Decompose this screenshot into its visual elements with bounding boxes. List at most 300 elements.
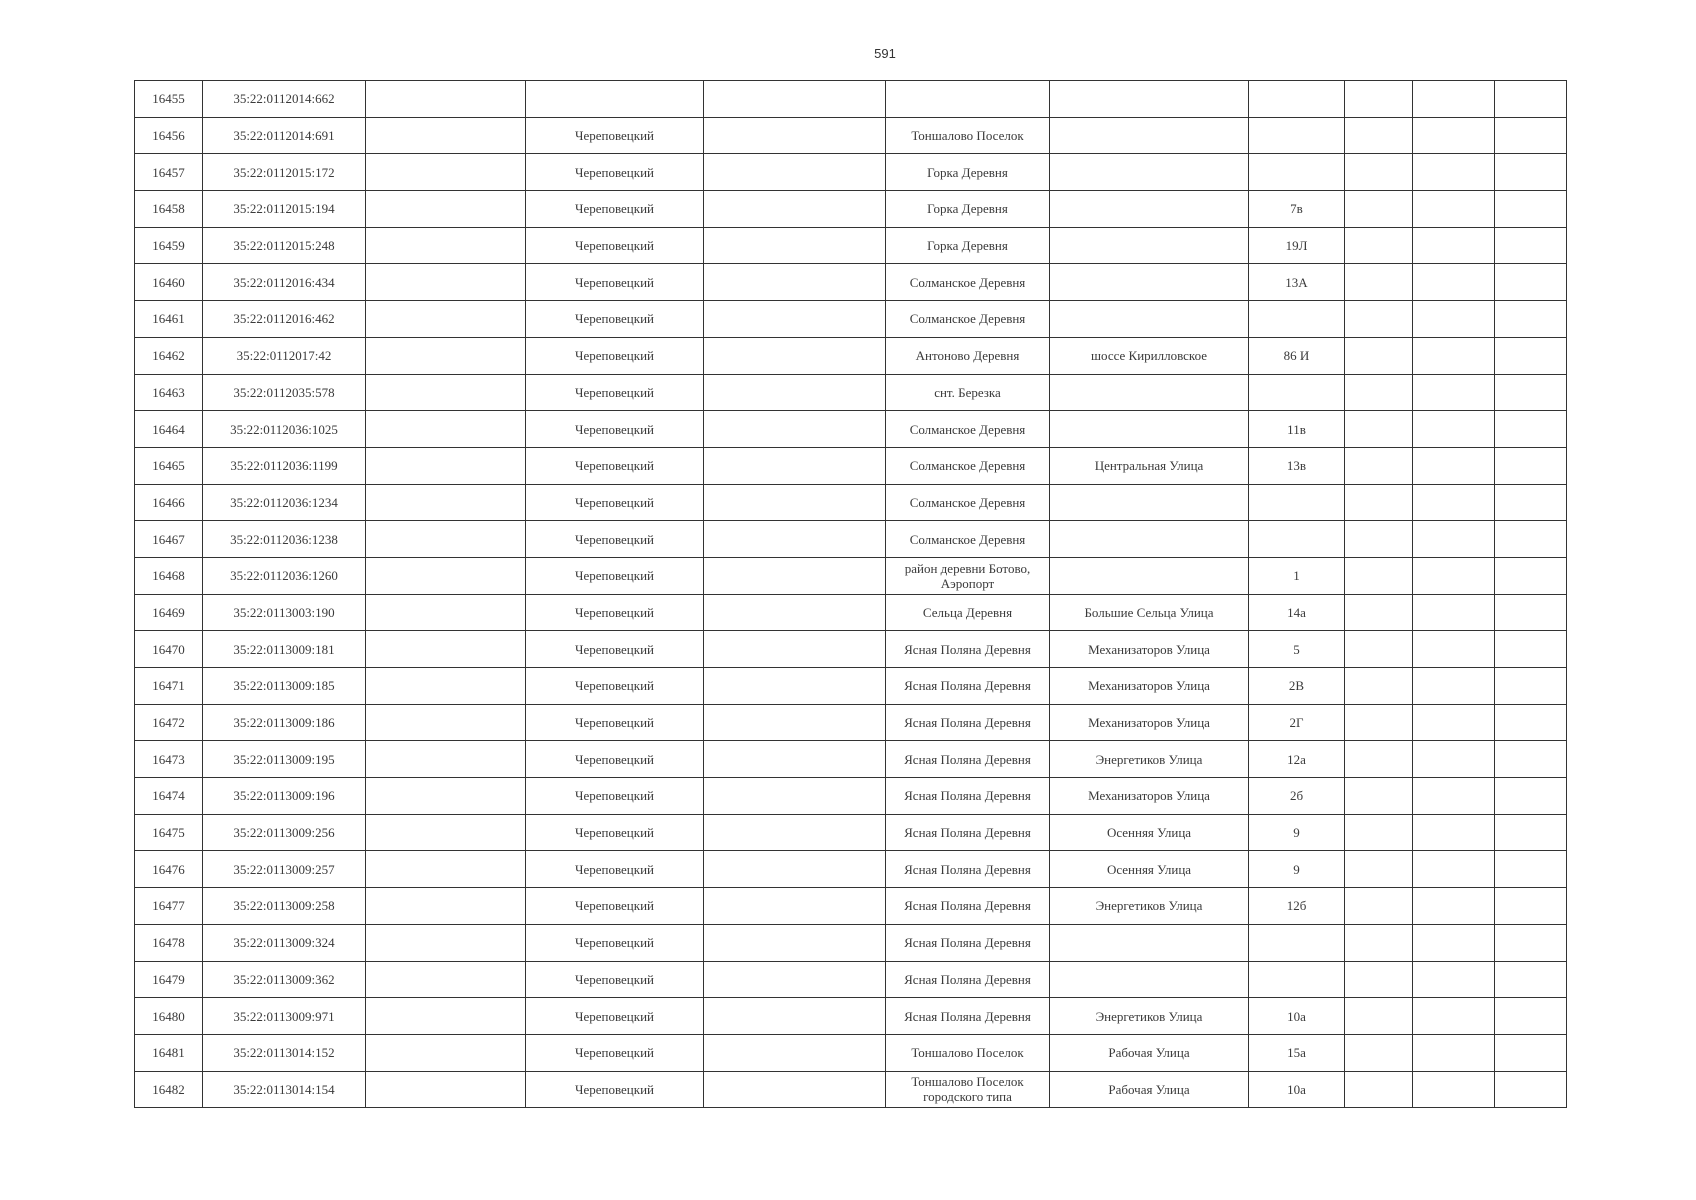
blank-cell	[1413, 337, 1495, 374]
blank-cell	[1345, 81, 1413, 118]
street-cell: шоссе Кирилловское	[1050, 337, 1249, 374]
row-number-cell: 16477	[135, 888, 203, 925]
district-cell: Череповецкий	[526, 851, 704, 888]
blank-cell	[1495, 521, 1567, 558]
blank-cell	[366, 1071, 526, 1108]
blank-cell	[366, 741, 526, 778]
locality-cell: Тоншалово Поселок	[886, 1034, 1050, 1071]
blank-cell	[366, 924, 526, 961]
house-number-cell: 13А	[1249, 264, 1345, 301]
blank-cell	[366, 337, 526, 374]
row-number-cell: 16456	[135, 117, 203, 154]
street-cell: Осенняя Улица	[1050, 851, 1249, 888]
blank-cell	[1413, 741, 1495, 778]
blank-cell	[1345, 998, 1413, 1035]
table-row	[135, 704, 1567, 741]
cadastral-number-cell: 35:22:0113009:195	[203, 741, 366, 778]
district-cell: Череповецкий	[526, 778, 704, 815]
row-number-cell: 16481	[135, 1034, 203, 1071]
blank-cell	[1413, 117, 1495, 154]
blank-cell	[1345, 411, 1413, 448]
blank-cell	[704, 264, 886, 301]
blank-cell	[704, 484, 886, 521]
cadastral-number-cell: 35:22:0112016:462	[203, 301, 366, 338]
blank-cell	[704, 1071, 886, 1108]
table-row	[135, 998, 1567, 1035]
district-cell: Череповецкий	[526, 1034, 704, 1071]
blank-cell	[1413, 374, 1495, 411]
table-row	[135, 447, 1567, 484]
blank-cell	[704, 888, 886, 925]
locality-cell: Ясная Поляна Деревня	[886, 631, 1050, 668]
locality-cell: Ясная Поляна Деревня	[886, 998, 1050, 1035]
cadastral-number-cell: 35:22:0112036:1025	[203, 411, 366, 448]
blank-cell	[1345, 557, 1413, 594]
blank-cell	[1413, 81, 1495, 118]
blank-cell	[1345, 301, 1413, 338]
blank-cell	[1345, 264, 1413, 301]
blank-cell	[1345, 741, 1413, 778]
blank-cell	[366, 154, 526, 191]
blank-cell	[704, 704, 886, 741]
locality-cell: Солманское Деревня	[886, 301, 1050, 338]
blank-cell	[1495, 924, 1567, 961]
table-row	[135, 411, 1567, 448]
locality-cell: Ясная Поляна Деревня	[886, 778, 1050, 815]
blank-cell	[1495, 631, 1567, 668]
row-number-cell: 16471	[135, 668, 203, 705]
street-cell	[1050, 557, 1249, 594]
blank-cell	[704, 411, 886, 448]
district-cell: Череповецкий	[526, 924, 704, 961]
blank-cell	[704, 81, 886, 118]
page-number: 591	[874, 46, 896, 61]
table-row	[135, 778, 1567, 815]
locality-cell: Ясная Поляна Деревня	[886, 704, 1050, 741]
district-cell: Череповецкий	[526, 154, 704, 191]
blank-cell	[1345, 814, 1413, 851]
blank-cell	[1413, 264, 1495, 301]
blank-cell	[1495, 447, 1567, 484]
district-cell: Череповецкий	[526, 484, 704, 521]
street-cell	[1050, 374, 1249, 411]
blank-cell	[1495, 1034, 1567, 1071]
street-cell	[1050, 264, 1249, 301]
blank-cell	[704, 778, 886, 815]
house-number-cell: 14а	[1249, 594, 1345, 631]
cadastral-number-cell: 35:22:0112036:1199	[203, 447, 366, 484]
blank-cell	[1413, 778, 1495, 815]
row-number-cell: 16468	[135, 557, 203, 594]
blank-cell	[1413, 594, 1495, 631]
blank-cell	[1345, 924, 1413, 961]
blank-cell	[1495, 264, 1567, 301]
district-cell: Череповецкий	[526, 227, 704, 264]
locality-cell: Солманское Деревня	[886, 264, 1050, 301]
street-cell	[1050, 961, 1249, 998]
row-number-cell: 16482	[135, 1071, 203, 1108]
cadastral-number-cell: 35:22:0113009:971	[203, 998, 366, 1035]
house-number-cell: 1	[1249, 557, 1345, 594]
blank-cell	[1413, 447, 1495, 484]
registry-table-body	[135, 81, 1567, 1108]
table-row	[135, 924, 1567, 961]
street-cell: Осенняя Улица	[1050, 814, 1249, 851]
locality-cell: Горка Деревня	[886, 227, 1050, 264]
house-number-cell	[1249, 924, 1345, 961]
district-cell: Череповецкий	[526, 888, 704, 925]
table-row	[135, 191, 1567, 228]
street-cell	[1050, 411, 1249, 448]
row-number-cell: 16474	[135, 778, 203, 815]
table-row	[135, 594, 1567, 631]
cadastral-number-cell: 35:22:0112015:194	[203, 191, 366, 228]
blank-cell	[366, 998, 526, 1035]
table-row	[135, 961, 1567, 998]
street-cell	[1050, 81, 1249, 118]
locality-cell: Горка Деревня	[886, 154, 1050, 191]
locality-cell: Горка Деревня	[886, 191, 1050, 228]
row-number-cell: 16473	[135, 741, 203, 778]
district-cell: Череповецкий	[526, 668, 704, 705]
locality-cell: Ясная Поляна Деревня	[886, 961, 1050, 998]
blank-cell	[366, 117, 526, 154]
district-cell: Череповецкий	[526, 374, 704, 411]
blank-cell	[1413, 154, 1495, 191]
blank-cell	[1345, 1071, 1413, 1108]
table-row	[135, 337, 1567, 374]
street-cell: Механизаторов Улица	[1050, 668, 1249, 705]
blank-cell	[704, 337, 886, 374]
cadastral-number-cell: 35:22:0112036:1238	[203, 521, 366, 558]
cadastral-number-cell: 35:22:0112035:578	[203, 374, 366, 411]
street-cell	[1050, 191, 1249, 228]
locality-cell: Ясная Поляна Деревня	[886, 924, 1050, 961]
cadastral-number-cell: 35:22:0112014:662	[203, 81, 366, 118]
house-number-cell	[1249, 81, 1345, 118]
blank-cell	[1495, 961, 1567, 998]
blank-cell	[366, 961, 526, 998]
row-number-cell: 16470	[135, 631, 203, 668]
street-cell	[1050, 484, 1249, 521]
blank-cell	[1413, 961, 1495, 998]
blank-cell	[1413, 1071, 1495, 1108]
blank-cell	[1345, 154, 1413, 191]
blank-cell	[1495, 851, 1567, 888]
blank-cell	[1413, 704, 1495, 741]
blank-cell	[1495, 778, 1567, 815]
street-cell: Центральная Улица	[1050, 447, 1249, 484]
table-row	[135, 154, 1567, 191]
table-row	[135, 81, 1567, 118]
blank-cell	[1495, 741, 1567, 778]
blank-cell	[366, 411, 526, 448]
blank-cell	[366, 301, 526, 338]
table-row	[135, 631, 1567, 668]
blank-cell	[704, 814, 886, 851]
row-number-cell: 16475	[135, 814, 203, 851]
house-number-cell	[1249, 117, 1345, 154]
house-number-cell: 2Г	[1249, 704, 1345, 741]
row-number-cell: 16466	[135, 484, 203, 521]
house-number-cell	[1249, 154, 1345, 191]
blank-cell	[1345, 374, 1413, 411]
house-number-cell: 10а	[1249, 1071, 1345, 1108]
cadastral-number-cell: 35:22:0112016:434	[203, 264, 366, 301]
district-cell: Череповецкий	[526, 961, 704, 998]
blank-cell	[1495, 668, 1567, 705]
blank-cell	[1345, 631, 1413, 668]
street-cell	[1050, 227, 1249, 264]
locality-cell: Солманское Деревня	[886, 521, 1050, 558]
blank-cell	[1413, 888, 1495, 925]
blank-cell	[366, 557, 526, 594]
table-row	[135, 484, 1567, 521]
cadastral-number-cell: 35:22:0113003:190	[203, 594, 366, 631]
blank-cell	[1495, 117, 1567, 154]
district-cell: Череповецкий	[526, 1071, 704, 1108]
blank-cell	[366, 778, 526, 815]
district-cell: Череповецкий	[526, 337, 704, 374]
district-cell: Череповецкий	[526, 191, 704, 228]
district-cell: Череповецкий	[526, 998, 704, 1035]
blank-cell	[1345, 1034, 1413, 1071]
row-number-cell: 16455	[135, 81, 203, 118]
blank-cell	[366, 1034, 526, 1071]
house-number-cell: 2В	[1249, 668, 1345, 705]
blank-cell	[704, 154, 886, 191]
blank-cell	[704, 1034, 886, 1071]
blank-cell	[704, 117, 886, 154]
cadastral-number-cell: 35:22:0112017:42	[203, 337, 366, 374]
blank-cell	[704, 447, 886, 484]
street-cell	[1050, 521, 1249, 558]
blank-cell	[704, 301, 886, 338]
blank-cell	[1495, 704, 1567, 741]
blank-cell	[1345, 778, 1413, 815]
blank-cell	[1495, 1071, 1567, 1108]
blank-cell	[1413, 301, 1495, 338]
blank-cell	[1495, 301, 1567, 338]
cadastral-number-cell: 35:22:0112036:1260	[203, 557, 366, 594]
blank-cell	[1345, 704, 1413, 741]
district-cell: Череповецкий	[526, 704, 704, 741]
cadastral-number-cell: 35:22:0112015:172	[203, 154, 366, 191]
locality-cell: Тоншалово Поселок	[886, 117, 1050, 154]
cadastral-number-cell: 35:22:0113009:258	[203, 888, 366, 925]
row-number-cell: 16480	[135, 998, 203, 1035]
district-cell: Череповецкий	[526, 264, 704, 301]
blank-cell	[704, 741, 886, 778]
house-number-cell: 15а	[1249, 1034, 1345, 1071]
street-cell	[1050, 301, 1249, 338]
blank-cell	[704, 191, 886, 228]
blank-cell	[704, 998, 886, 1035]
house-number-cell: 12б	[1249, 888, 1345, 925]
house-number-cell: 5	[1249, 631, 1345, 668]
house-number-cell	[1249, 484, 1345, 521]
table-row	[135, 374, 1567, 411]
row-number-cell: 16460	[135, 264, 203, 301]
table-row	[135, 741, 1567, 778]
locality-cell: Солманское Деревня	[886, 484, 1050, 521]
cadastral-number-cell: 35:22:0113014:154	[203, 1071, 366, 1108]
blank-cell	[366, 374, 526, 411]
blank-cell	[704, 594, 886, 631]
table-row	[135, 851, 1567, 888]
table-row	[135, 888, 1567, 925]
blank-cell	[1345, 668, 1413, 705]
blank-cell	[1345, 521, 1413, 558]
blank-cell	[1345, 594, 1413, 631]
blank-cell	[1495, 374, 1567, 411]
blank-cell	[366, 668, 526, 705]
district-cell: Череповецкий	[526, 631, 704, 668]
street-cell	[1050, 117, 1249, 154]
row-number-cell: 16476	[135, 851, 203, 888]
street-cell: Энергетиков Улица	[1050, 888, 1249, 925]
blank-cell	[366, 521, 526, 558]
table-row	[135, 557, 1567, 594]
blank-cell	[1495, 888, 1567, 925]
table-row	[135, 521, 1567, 558]
house-number-cell	[1249, 301, 1345, 338]
district-cell: Череповецкий	[526, 411, 704, 448]
cadastral-number-cell: 35:22:0113009:181	[203, 631, 366, 668]
table-row	[135, 264, 1567, 301]
blank-cell	[1413, 521, 1495, 558]
house-number-cell: 11в	[1249, 411, 1345, 448]
blank-cell	[1495, 154, 1567, 191]
blank-cell	[366, 851, 526, 888]
cadastral-number-cell: 35:22:0113009:324	[203, 924, 366, 961]
locality-cell: Ясная Поляна Деревня	[886, 851, 1050, 888]
street-cell: Механизаторов Улица	[1050, 704, 1249, 741]
table-row	[135, 1071, 1567, 1108]
blank-cell	[1495, 337, 1567, 374]
blank-cell	[1413, 227, 1495, 264]
cadastral-number-cell: 35:22:0113009:185	[203, 668, 366, 705]
row-number-cell: 16458	[135, 191, 203, 228]
blank-cell	[704, 557, 886, 594]
house-number-cell: 2б	[1249, 778, 1345, 815]
blank-cell	[1495, 557, 1567, 594]
locality-cell: Солманское Деревня	[886, 447, 1050, 484]
row-number-cell: 16469	[135, 594, 203, 631]
blank-cell	[1495, 998, 1567, 1035]
table-row	[135, 227, 1567, 264]
district-cell: Череповецкий	[526, 594, 704, 631]
blank-cell	[1413, 924, 1495, 961]
house-number-cell: 19Л	[1249, 227, 1345, 264]
house-number-cell: 7в	[1249, 191, 1345, 228]
blank-cell	[366, 704, 526, 741]
street-cell: Рабочая Улица	[1050, 1034, 1249, 1071]
street-cell: Механизаторов Улица	[1050, 631, 1249, 668]
blank-cell	[1495, 411, 1567, 448]
locality-cell: Антоново Деревня	[886, 337, 1050, 374]
blank-cell	[1345, 484, 1413, 521]
house-number-cell: 9	[1249, 814, 1345, 851]
cadastral-number-cell: 35:22:0113009:256	[203, 814, 366, 851]
blank-cell	[1413, 631, 1495, 668]
locality-cell: район деревни Ботово, Аэропорт	[886, 557, 1050, 594]
district-cell: Череповецкий	[526, 117, 704, 154]
blank-cell	[704, 851, 886, 888]
blank-cell	[1495, 227, 1567, 264]
street-cell: Большие Сельца Улица	[1050, 594, 1249, 631]
blank-cell	[1345, 851, 1413, 888]
district-cell: Череповецкий	[526, 741, 704, 778]
house-number-cell: 13в	[1249, 447, 1345, 484]
blank-cell	[704, 924, 886, 961]
row-number-cell: 16464	[135, 411, 203, 448]
cadastral-number-cell: 35:22:0112014:691	[203, 117, 366, 154]
blank-cell	[704, 668, 886, 705]
blank-cell	[1413, 1034, 1495, 1071]
blank-cell	[1413, 191, 1495, 228]
cadastral-number-cell: 35:22:0112015:248	[203, 227, 366, 264]
district-cell	[526, 81, 704, 118]
table-row	[135, 814, 1567, 851]
house-number-cell: 12а	[1249, 741, 1345, 778]
blank-cell	[1413, 814, 1495, 851]
locality-cell: Ясная Поляна Деревня	[886, 888, 1050, 925]
blank-cell	[366, 594, 526, 631]
blank-cell	[1345, 337, 1413, 374]
district-cell: Череповецкий	[526, 557, 704, 594]
row-number-cell: 16459	[135, 227, 203, 264]
blank-cell	[1413, 484, 1495, 521]
row-number-cell: 16463	[135, 374, 203, 411]
row-number-cell: 16472	[135, 704, 203, 741]
row-number-cell: 16467	[135, 521, 203, 558]
row-number-cell: 16465	[135, 447, 203, 484]
row-number-cell: 16478	[135, 924, 203, 961]
house-number-cell	[1249, 961, 1345, 998]
street-cell: Механизаторов Улица	[1050, 778, 1249, 815]
locality-cell: снт. Березка	[886, 374, 1050, 411]
blank-cell	[366, 888, 526, 925]
cadastral-number-cell: 35:22:0113014:152	[203, 1034, 366, 1071]
house-number-cell: 86 И	[1249, 337, 1345, 374]
blank-cell	[1495, 594, 1567, 631]
district-cell: Череповецкий	[526, 521, 704, 558]
table-row	[135, 1034, 1567, 1071]
district-cell: Череповецкий	[526, 301, 704, 338]
blank-cell	[1413, 851, 1495, 888]
blank-cell	[1495, 191, 1567, 228]
house-number-cell: 9	[1249, 851, 1345, 888]
blank-cell	[366, 264, 526, 301]
blank-cell	[366, 814, 526, 851]
cadastral-number-cell: 35:22:0112036:1234	[203, 484, 366, 521]
locality-cell	[886, 81, 1050, 118]
blank-cell	[1345, 117, 1413, 154]
row-number-cell: 16461	[135, 301, 203, 338]
cadastral-number-cell: 35:22:0113009:186	[203, 704, 366, 741]
locality-cell: Тоншалово Поселок городского типа	[886, 1071, 1050, 1108]
blank-cell	[366, 227, 526, 264]
blank-cell	[1413, 668, 1495, 705]
house-number-cell	[1249, 521, 1345, 558]
blank-cell	[366, 191, 526, 228]
locality-cell: Ясная Поляна Деревня	[886, 814, 1050, 851]
street-cell: Рабочая Улица	[1050, 1071, 1249, 1108]
blank-cell	[366, 81, 526, 118]
cadastral-number-cell: 35:22:0113009:257	[203, 851, 366, 888]
blank-cell	[1413, 557, 1495, 594]
